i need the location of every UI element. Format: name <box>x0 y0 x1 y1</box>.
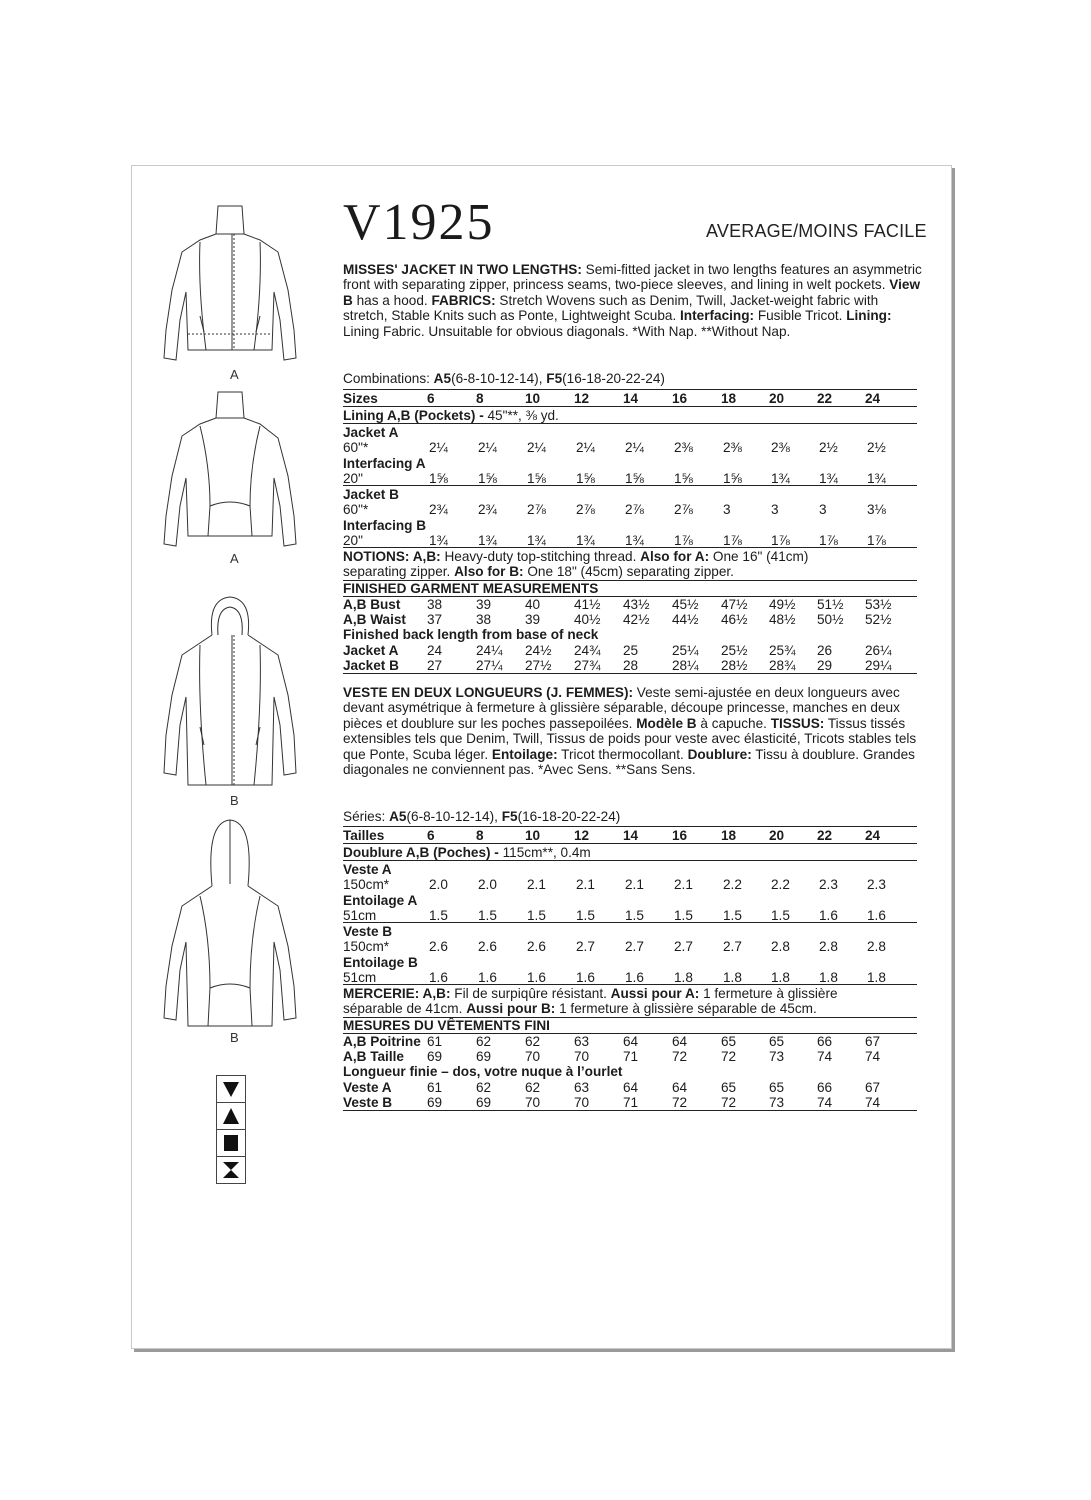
fabric-width: 51cm <box>343 970 377 985</box>
measurement-value: 64 <box>672 1034 688 1049</box>
measurement-value: 49½ <box>769 597 796 612</box>
measurement-value: 39 <box>525 612 541 627</box>
yardage-value: 1¾ <box>576 533 595 548</box>
fabric-width: 51cm <box>343 908 377 923</box>
back-length-value: 61 <box>427 1080 443 1095</box>
back-length-value: 28¾ <box>769 658 796 673</box>
measurement-value: 62 <box>525 1034 541 1049</box>
back-length-value: 64 <box>672 1080 688 1095</box>
measurement-value: 72 <box>721 1049 737 1064</box>
size-header: 8 <box>476 391 484 406</box>
table-rule <box>343 826 917 827</box>
size-header: 14 <box>623 391 639 406</box>
yardage-value: 1.6 <box>527 970 546 985</box>
yardage-value: 2.7 <box>625 939 644 954</box>
back-length-value: 69 <box>476 1095 492 1110</box>
back-length-value: 74 <box>817 1095 833 1110</box>
back-length-value: 24 <box>427 643 443 658</box>
back-length-value: 63 <box>574 1080 590 1095</box>
yardage-value: 1¾ <box>478 533 497 548</box>
back-length-value: 28½ <box>721 658 748 673</box>
measurement-value: 51½ <box>817 597 844 612</box>
yardage-value: 1.6 <box>429 970 448 985</box>
back-length-value: 28 <box>623 658 639 673</box>
combinations-fr: Séries: A5(6-8-10-12-14), F5(16-18-20-22-24) <box>343 809 621 824</box>
back-length-value: 26 <box>817 643 833 658</box>
measurement-value: 70 <box>525 1049 541 1064</box>
sizes-label: Tailles <box>343 828 385 843</box>
table-rule <box>343 843 917 844</box>
yardage-value: 1.8 <box>771 970 790 985</box>
triangle-up-icon <box>216 1102 246 1129</box>
size-header: 16 <box>672 391 688 406</box>
measurement-value: 43½ <box>623 597 650 612</box>
yardage-value: 2.8 <box>771 939 790 954</box>
size-header: 10 <box>525 828 541 843</box>
sketch-view-b-back <box>160 818 300 1028</box>
yardage-value: 1.5 <box>478 908 497 923</box>
table-rule <box>343 673 917 674</box>
yardage-value: 2.7 <box>576 939 595 954</box>
yardage-value: 2⅞ <box>625 502 644 517</box>
table-rule <box>343 485 917 486</box>
back-length-value: 24½ <box>525 643 552 658</box>
yardage-value: 2.1 <box>576 877 595 892</box>
yardage-value: 1⅝ <box>478 471 497 486</box>
notions-line-2: séparable de 41cm. Aussi pour B: 1 fermeture à glissière séparable de 45cm. <box>343 1001 817 1016</box>
view-label-a-back: A <box>230 551 239 566</box>
measurement-value: 72 <box>672 1049 688 1064</box>
back-length-value: 70 <box>574 1095 590 1110</box>
yardage-value: 1¾ <box>527 533 546 548</box>
back-length-value: 73 <box>769 1095 785 1110</box>
size-header: 14 <box>623 828 639 843</box>
yardage-title: Veste B <box>343 924 393 939</box>
yardage-value: 1.8 <box>819 970 838 985</box>
back-length-value: 64 <box>623 1080 639 1095</box>
yardage-title: Jacket B <box>343 487 399 502</box>
yardage-value: 2.7 <box>723 939 742 954</box>
yardage-value: 1⅞ <box>674 533 693 548</box>
measurement-value: 65 <box>721 1034 737 1049</box>
measurement-value: 37 <box>427 612 443 627</box>
yardage-value: 1⅞ <box>867 533 886 548</box>
back-length-value: 24¾ <box>574 643 601 658</box>
back-length-value: 25¾ <box>769 643 796 658</box>
yardage-value: 2.7 <box>674 939 693 954</box>
yardage-value: 2.0 <box>429 877 448 892</box>
back-length-value: 29 <box>817 658 833 673</box>
size-header: 8 <box>476 828 484 843</box>
pattern-symbols <box>216 1075 246 1184</box>
measurement-value: 64 <box>623 1034 639 1049</box>
back-length-value: 27 <box>427 658 443 673</box>
hourglass-icon <box>216 1156 246 1184</box>
back-length-heading: Longueur finie – dos, votre nuque à l’ourlet <box>343 1064 623 1079</box>
yardage-value: 3 <box>819 502 827 517</box>
yardage-value: 3 <box>771 502 779 517</box>
yardage-value: 2.2 <box>723 877 742 892</box>
measurement-value: 40 <box>525 597 541 612</box>
back-length-heading: Finished back length from base of neck <box>343 627 599 642</box>
combinations-en: Combinations: A5(6-8-10-12-14), F5(16-18-20-22-24) <box>343 371 665 386</box>
measurement-value: 65 <box>769 1034 785 1049</box>
fabric-width: 20" <box>343 533 363 548</box>
yardage-value: 2½ <box>819 440 838 455</box>
yardage-value: 2.6 <box>527 939 546 954</box>
back-length-value: 70 <box>525 1095 541 1110</box>
yardage-value: 1¾ <box>429 533 448 548</box>
yardage-value: 2.1 <box>527 877 546 892</box>
measurement-value: 38 <box>476 612 492 627</box>
yardage-value: 2.3 <box>819 877 838 892</box>
table-rule <box>343 389 917 390</box>
yardage-value: 1.6 <box>819 908 838 923</box>
size-header: 18 <box>721 391 737 406</box>
sketch-view-b-front <box>160 595 300 790</box>
yardage-title: Interfacing B <box>343 518 427 533</box>
yardage-value: 1⅞ <box>771 533 790 548</box>
measurement-label: A,B Bust <box>343 597 401 612</box>
yardage-value: 1¾ <box>867 471 886 486</box>
table-rule <box>343 860 917 861</box>
yardage-value: 2.2 <box>771 877 790 892</box>
yardage-value: 2¼ <box>625 440 644 455</box>
yardage-value: 2⅜ <box>771 440 790 455</box>
measurement-value: 41½ <box>574 597 601 612</box>
measurement-value: 69 <box>476 1049 492 1064</box>
table-rule <box>343 984 917 985</box>
measurement-value: 50½ <box>817 612 844 627</box>
yardage-value: 2¼ <box>429 440 448 455</box>
yardage-value: 2¼ <box>527 440 546 455</box>
measurement-value: 44½ <box>672 612 699 627</box>
yardage-value: 2.8 <box>867 939 886 954</box>
yardage-value: 2.8 <box>819 939 838 954</box>
yardage-value: 2.6 <box>429 939 448 954</box>
back-length-label: Veste B <box>343 1095 393 1110</box>
yardage-value: 1.5 <box>429 908 448 923</box>
sizes-label: Sizes <box>343 391 378 406</box>
yardage-value: 1.8 <box>674 970 693 985</box>
yardage-value: 1.5 <box>576 908 595 923</box>
size-header: 20 <box>769 828 785 843</box>
back-length-value: 25¼ <box>672 643 699 658</box>
back-length-label: Veste A <box>343 1080 392 1095</box>
measurement-label: A,B Waist <box>343 612 406 627</box>
measurement-value: 71 <box>623 1049 639 1064</box>
measurement-value: 52½ <box>865 612 892 627</box>
size-header: 12 <box>574 391 590 406</box>
fabric-width: 60"* <box>343 440 369 455</box>
size-header: 6 <box>427 828 435 843</box>
measurement-value: 74 <box>817 1049 833 1064</box>
fabric-width: 20" <box>343 471 363 486</box>
size-header: 10 <box>525 391 541 406</box>
size-header: 24 <box>865 828 881 843</box>
yardage-value: 1.5 <box>723 908 742 923</box>
description-fr: VESTE EN DEUX LONGUEURS (J. FEMMES): Veste semi-ajustée en deux longueurs avec devant asymétrique à fermeture à glissière séparable, découpe princesse, manches en deux pièces et doublure sur les poches passepoilées. Modèle B à capuche. TISSUS: Tissus tissés extensibles tels que Denim, Twill, Tissus de poids pour veste avec élasticité, Tricots stables tels que Ponte, Scuba léger. Entoilage: Tricot thermocollant. Doublure: Tissu à doublure. Grandes diagonales ne conviennent pas. *Avec Sens. **Sans Sens. <box>343 685 917 778</box>
yardage-value: 1⅝ <box>723 471 742 486</box>
description-en: MISSES' JACKET IN TWO LENGTHS: Semi-fitted jacket in two lengths features an asymmetric front with separating zipper, princess seams, two-piece sleeves, and lining in welt pockets. View B has a hood. FABRICS: Stretch Wovens such as Denim, Twill, Jacket-weight fabric with stretch, Stable Knits such as Ponte, Lightweight Scuba. Interfacing: Fusible Tricot. Lining: Lining Fabric. Unsuitable for obvious diagonals. *With Nap. **Without Nap. <box>343 262 922 339</box>
back-length-value: 67 <box>865 1080 881 1095</box>
yardage-value: 1⅝ <box>527 471 546 486</box>
yardage-value: 2⅞ <box>527 502 546 517</box>
back-length-value: 66 <box>817 1080 833 1095</box>
measurement-value: 47½ <box>721 597 748 612</box>
back-length-value: 25 <box>623 643 639 658</box>
lining-row: Lining A,B (Pockets) - 45"**, ⅜ yd. <box>343 408 559 423</box>
measurement-value: 66 <box>817 1034 833 1049</box>
pattern-number: V1925 <box>343 194 495 251</box>
notions-line-1: MERCERIE: A,B: Fil de surpiqûre résistant. Aussi pour A: 1 fermeture à glissière <box>343 986 838 1001</box>
fabric-width: 60"* <box>343 502 369 517</box>
table-rule <box>343 547 917 548</box>
back-length-value: 72 <box>721 1095 737 1110</box>
yardage-value: 2⅜ <box>674 440 693 455</box>
measurement-value: 67 <box>865 1034 881 1049</box>
yardage-value: 1⅝ <box>576 471 595 486</box>
measurement-value: 74 <box>865 1049 881 1064</box>
back-length-label: Jacket B <box>343 658 399 673</box>
yardage-value: 2.1 <box>674 877 693 892</box>
yardage-title: Interfacing A <box>343 456 426 471</box>
view-label-a-front: A <box>230 367 239 382</box>
back-length-label: Jacket A <box>343 643 399 658</box>
yardage-value: 1.8 <box>867 970 886 985</box>
table-rule <box>343 423 917 424</box>
yardage-value: 1.6 <box>576 970 595 985</box>
yardage-value: 2.1 <box>625 877 644 892</box>
fabric-width: 150cm* <box>343 939 390 954</box>
difficulty-level: AVERAGE/MOINS FACILE <box>706 221 927 241</box>
sketch-view-a-back <box>160 386 300 556</box>
notions-line-2: separating zipper. Also for B: One 18" (45cm) separating zipper. <box>343 564 734 579</box>
size-header: 20 <box>769 391 785 406</box>
back-length-value: 65 <box>769 1080 785 1095</box>
back-length-value: 29¼ <box>865 658 892 673</box>
yardage-value: 3⅛ <box>867 502 886 517</box>
yardage-value: 1⅞ <box>723 533 742 548</box>
yardage-title: Veste A <box>343 862 392 877</box>
desc-title: MISSES' JACKET IN TWO LENGTHS: <box>343 262 582 277</box>
view-label-b-back: B <box>230 1030 239 1045</box>
size-header: 12 <box>574 828 590 843</box>
yardage-value: 2½ <box>867 440 886 455</box>
back-length-value: 27½ <box>525 658 552 673</box>
measurement-value: 42½ <box>623 612 650 627</box>
yardage-title: Jacket A <box>343 425 399 440</box>
measurement-value: 63 <box>574 1034 590 1049</box>
sketch-view-a-front <box>160 200 300 370</box>
fabric-width: 150cm* <box>343 877 390 892</box>
yardage-value: 2⅞ <box>576 502 595 517</box>
yardage-value: 1.6 <box>478 970 497 985</box>
size-header: 22 <box>817 828 833 843</box>
size-header: 22 <box>817 391 833 406</box>
back-length-value: 72 <box>672 1095 688 1110</box>
size-header: 18 <box>721 828 737 843</box>
yardage-value: 2.6 <box>478 939 497 954</box>
measurement-value: 40½ <box>574 612 601 627</box>
yardage-value: 1⅞ <box>819 533 838 548</box>
back-length-value: 62 <box>476 1080 492 1095</box>
yardage-value: 2⅜ <box>723 440 742 455</box>
yardage-value: 2¼ <box>478 440 497 455</box>
triangle-down-icon <box>216 1075 246 1102</box>
table-rule <box>343 922 917 923</box>
yardage-value: 1.5 <box>527 908 546 923</box>
back-length-value: 24¼ <box>476 643 503 658</box>
yardage-value: 2¼ <box>576 440 595 455</box>
yardage-value: 1¾ <box>819 471 838 486</box>
back-length-value: 25½ <box>721 643 748 658</box>
back-length-value: 71 <box>623 1095 639 1110</box>
back-length-value: 62 <box>525 1080 541 1095</box>
back-length-value: 69 <box>427 1095 443 1110</box>
yardage-value: 1.5 <box>674 908 693 923</box>
back-length-value: 26¼ <box>865 643 892 658</box>
back-length-value: 74 <box>865 1095 881 1110</box>
yardage-value: 2¾ <box>478 502 497 517</box>
measurement-value: 48½ <box>769 612 796 627</box>
back-length-value: 65 <box>721 1080 737 1095</box>
finished-measurements-heading: MESURES DU VÊTEMENTS FINI <box>343 1018 550 1033</box>
yardage-value: 1.8 <box>723 970 742 985</box>
measurement-value: 46½ <box>721 612 748 627</box>
yardage-value: 1.5 <box>771 908 790 923</box>
yardage-value: 1.6 <box>625 970 644 985</box>
table-rule <box>343 406 917 407</box>
yardage-value: 2.0 <box>478 877 497 892</box>
yardage-value: 2⅞ <box>674 502 693 517</box>
notions-line-1: NOTIONS: A,B: Heavy-duty top-stitching thread. Also for A: One 16" (41cm) <box>343 549 809 564</box>
measurement-label: A,B Taille <box>343 1049 404 1064</box>
measurement-value: 61 <box>427 1034 443 1049</box>
back-length-value: 27¼ <box>476 658 503 673</box>
yardage-value: 1¾ <box>771 471 790 486</box>
yardage-value: 1⅝ <box>674 471 693 486</box>
view-label-b-front: B <box>230 793 239 808</box>
measurement-value: 69 <box>427 1049 443 1064</box>
table-rule <box>343 1110 917 1111</box>
size-header: 16 <box>672 828 688 843</box>
measurement-value: 62 <box>476 1034 492 1049</box>
size-header: 24 <box>865 391 881 406</box>
measurement-value: 53½ <box>865 597 892 612</box>
lining-row: Doublure A,B (Poches) - 115cm**, 0.4m <box>343 845 591 860</box>
measurement-value: 70 <box>574 1049 590 1064</box>
finished-measurements-heading: FINISHED GARMENT MEASUREMENTS <box>343 581 599 596</box>
yardage-value: 1⅝ <box>429 471 448 486</box>
yardage-value: 2¾ <box>429 502 448 517</box>
yardage-value: 3 <box>723 502 731 517</box>
yardage-value: 1¾ <box>625 533 644 548</box>
measurement-value: 73 <box>769 1049 785 1064</box>
measurement-label: A,B Poitrine <box>343 1034 421 1049</box>
yardage-title: Entoilage B <box>343 955 418 970</box>
square-icon <box>216 1129 246 1156</box>
back-length-value: 27¾ <box>574 658 601 673</box>
yardage-value: 2.3 <box>867 877 886 892</box>
measurement-value: 38 <box>427 597 443 612</box>
back-length-value: 28¼ <box>672 658 699 673</box>
size-header: 6 <box>427 391 435 406</box>
measurement-value: 45½ <box>672 597 699 612</box>
yardage-title: Entoilage A <box>343 893 418 908</box>
yardage-value: 1⅝ <box>625 471 644 486</box>
yardage-value: 1.5 <box>625 908 644 923</box>
yardage-value: 1.6 <box>867 908 886 923</box>
measurement-value: 39 <box>476 597 492 612</box>
